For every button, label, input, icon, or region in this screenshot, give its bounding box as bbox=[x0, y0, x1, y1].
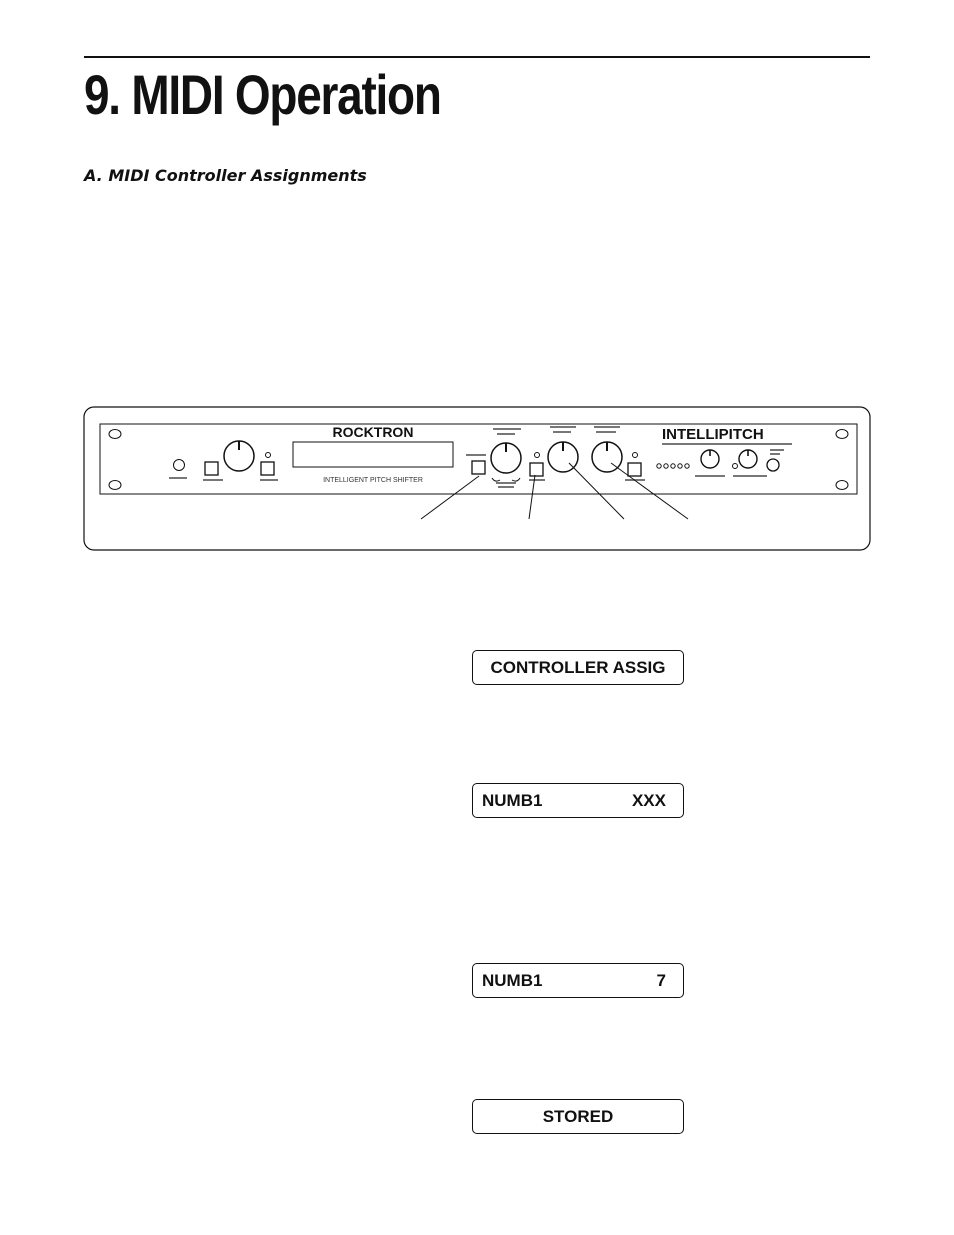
header-rule bbox=[84, 56, 870, 58]
lcd-text: STORED bbox=[542, 1106, 614, 1126]
lcd-display-numb1-xxx bbox=[472, 783, 684, 818]
lcd-text: CONTROLLER ASSIG bbox=[490, 657, 666, 677]
product-logo: INTELLIPITCH bbox=[662, 426, 764, 443]
front-panel-illustration bbox=[83, 406, 871, 552]
brand-logo: ROCKTRON bbox=[332, 424, 414, 440]
lcd-value: XXX bbox=[631, 790, 666, 810]
section-heading: A. MIDI Controller Assignments bbox=[84, 166, 367, 185]
lcd-display-numb1-7 bbox=[472, 963, 684, 998]
lcd-display-stored bbox=[472, 1099, 684, 1134]
lcd-value: 7 bbox=[656, 970, 666, 990]
lcd-window bbox=[293, 442, 453, 467]
display-caption: INTELLIGENT PITCH SHIFTER bbox=[323, 477, 423, 484]
lcd-label: NUMB1 bbox=[482, 970, 543, 990]
chapter-title: 9. MIDI Operation bbox=[84, 63, 441, 126]
lcd-label: NUMB1 bbox=[482, 790, 543, 810]
lcd-display-controller-assig bbox=[472, 650, 684, 685]
